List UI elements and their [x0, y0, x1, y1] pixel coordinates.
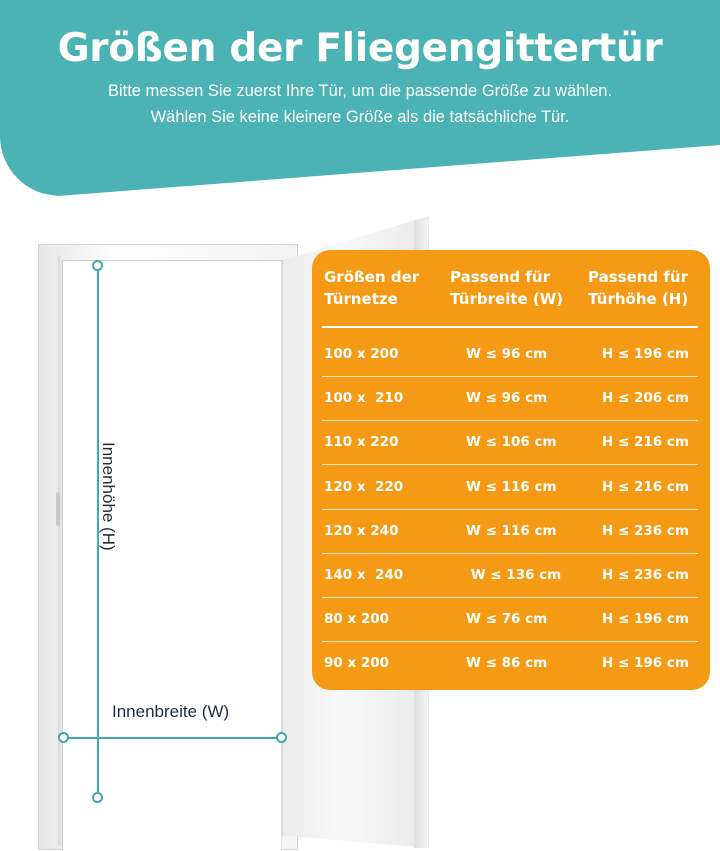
table-row: [322, 465, 698, 510]
cell-net-size: 140 x 240: [324, 567, 404, 583]
page-title: Größen der Fliegengittertür: [57, 26, 663, 71]
cell-net-size: 120 x 220: [324, 478, 404, 495]
table-row: [322, 376, 698, 421]
cell-door-height: H ≤ 196 cm: [602, 346, 689, 362]
door-opening: [62, 260, 282, 851]
table-row: [322, 641, 698, 685]
subtitle-line-2: Wählen Sie keine kleinere Größe als die tatsächliche Tür.: [150, 108, 570, 126]
cell-door-width: W ≤ 96 cm: [466, 390, 548, 407]
cell-door-width: W ≤ 96 cm: [466, 346, 548, 362]
width-measure-line: [64, 737, 283, 739]
cell-net-size: 90 x 200: [324, 655, 390, 672]
cell-door-width: W ≤ 86 cm: [466, 655, 548, 672]
header-door-width: Passend für Türbreite (W): [450, 268, 564, 308]
table-row: [322, 420, 698, 465]
cell-net-size: 120 x 240: [324, 522, 399, 539]
table-row: [322, 553, 698, 598]
width-left-marker: [58, 732, 69, 743]
header-net-size: Größen der Türnetze: [324, 268, 420, 308]
cell-door-width: W ≤ 76 cm: [466, 611, 548, 628]
cell-door-width: W ≤ 106 cm: [466, 434, 557, 451]
header-door-height: Passend für Türhöhe (H): [588, 268, 689, 308]
cell-door-height: H ≤ 236 cm: [602, 567, 689, 583]
cell-door-width: W ≤ 136 cm: [466, 567, 562, 583]
cell-net-size: 100 x 200: [324, 346, 399, 362]
inner-width-label: Innenbreite (W): [112, 702, 230, 721]
size-table: [312, 250, 710, 690]
cell-door-height: H ≤ 196 cm: [602, 655, 689, 672]
table-row: [322, 332, 698, 377]
subtitle-line-1: Bitte messen Sie zuerst Ihre Tür, um die passende Größe zu wählen.: [107, 82, 613, 100]
cell-door-width: W ≤ 116 cm: [466, 478, 557, 495]
hinge: [56, 492, 60, 526]
inner-height-label: Innenhöhe (H): [99, 442, 118, 551]
table-row: [322, 509, 698, 554]
cell-net-size: 100 x 210: [324, 390, 404, 407]
table-row: [322, 597, 698, 642]
cell-net-size: 110 x 220: [324, 434, 399, 451]
cell-door-width: W ≤ 116 cm: [466, 522, 557, 539]
cell-door-height: H ≤ 216 cm: [602, 478, 689, 495]
cell-door-height: H ≤ 206 cm: [602, 390, 689, 407]
cell-door-height: H ≤ 236 cm: [602, 522, 689, 539]
header-divider: [322, 326, 698, 328]
height-bottom-marker: [92, 792, 103, 803]
width-right-marker: [276, 732, 287, 743]
cell-door-height: H ≤ 216 cm: [602, 434, 689, 451]
height-top-marker: [92, 260, 103, 271]
cell-door-height: H ≤ 196 cm: [602, 611, 689, 628]
cell-net-size: 80 x 200: [324, 611, 390, 628]
